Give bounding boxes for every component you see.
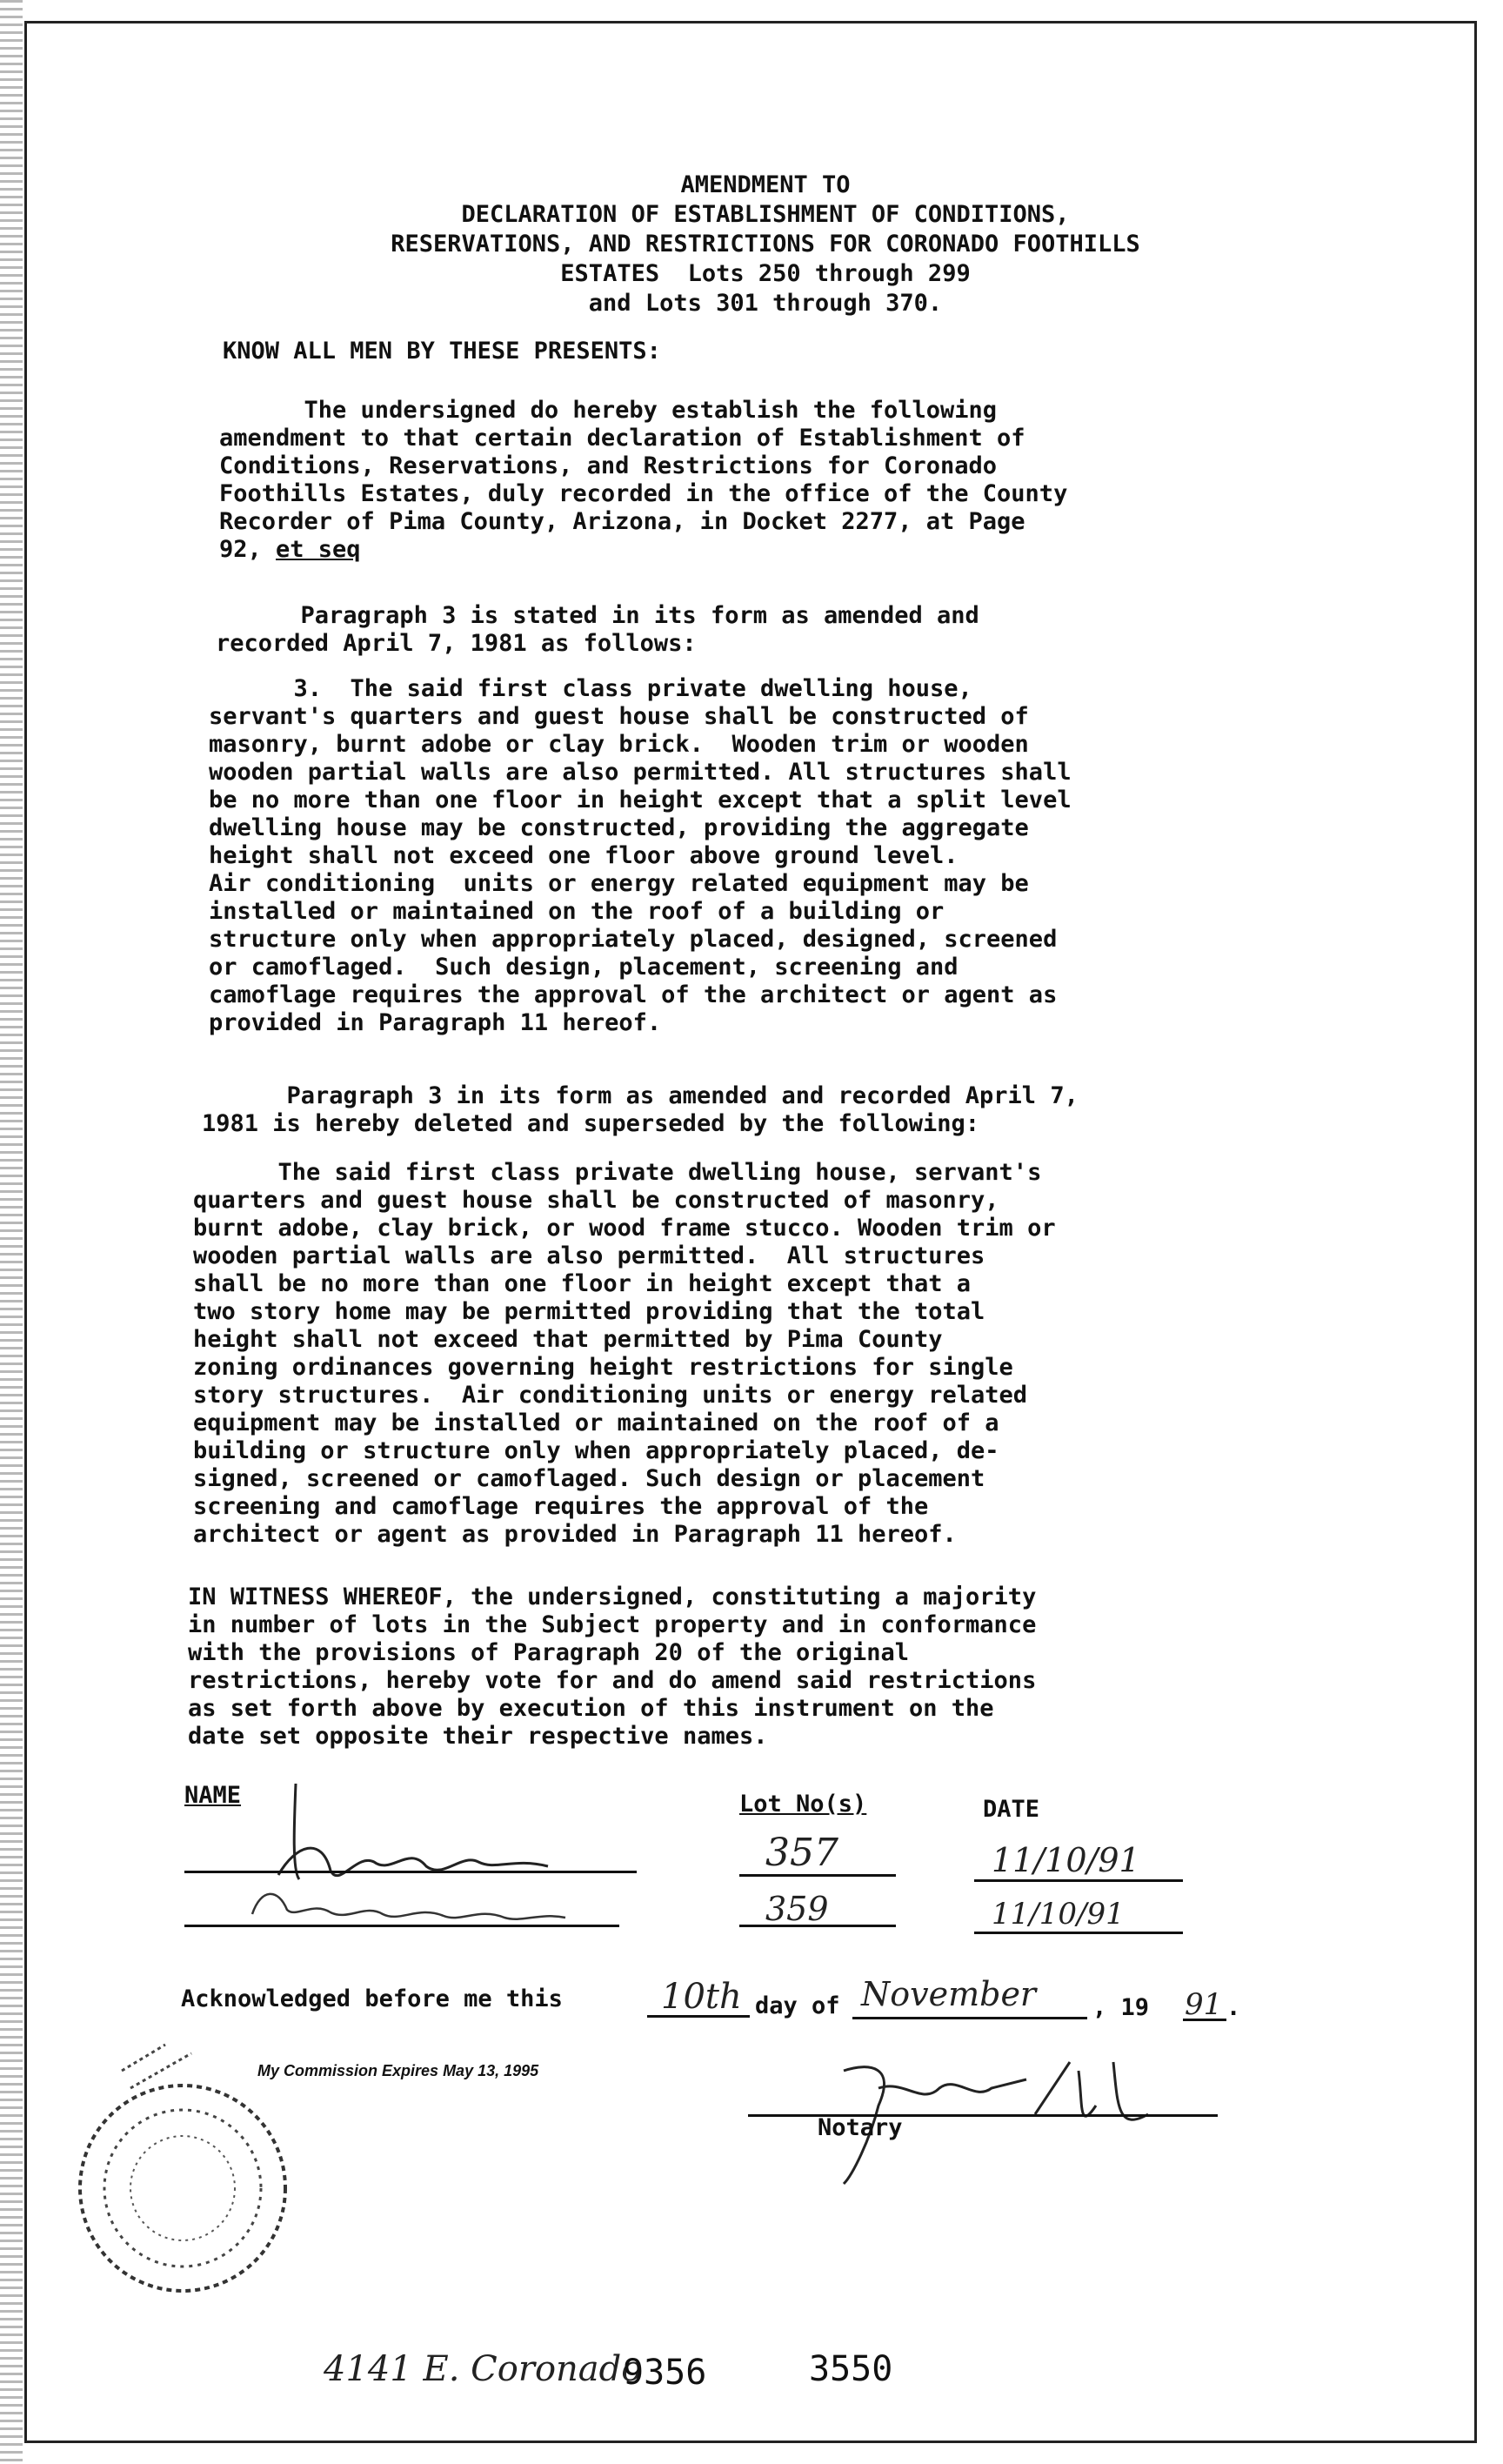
acknowledgment-day: 10th xyxy=(661,1977,742,2017)
et-seq: et seq xyxy=(276,536,361,563)
lot-1-value: 357 xyxy=(765,1831,838,1875)
title-line-5: and Lots 301 through 370. xyxy=(588,290,943,317)
document-title xyxy=(261,171,1270,318)
scan-edge xyxy=(0,0,23,2464)
acknowledgment-middle: day of xyxy=(755,1992,840,2019)
acknowledgment-year: 91 xyxy=(1185,1987,1223,2022)
paragraph-establish-text: The undersigned do hereby establish the following amendment to that certain declaration of Establishment of Conditions, Reservations, and Restrictions for Coronado Foothills Estates, duly recorded in the office of the County Recorder of Pima County, Arizona, in Docket 2277, at Page 92, xyxy=(219,397,1068,563)
title-line-1: AMENDMENT TO xyxy=(680,171,851,198)
date-header: DATE xyxy=(983,1796,1040,1823)
date-line-1 xyxy=(974,1879,1183,1882)
date-line-2 xyxy=(974,1932,1183,1934)
month-line xyxy=(852,2017,1087,2019)
paragraph-establish xyxy=(219,397,1067,564)
witness-paragraph: IN WITNESS WHEREOF, the undersigned, constituting a majority in number of lots in the Subject property and in conformance with the provisions of Paragraph 20 of the original restrictions, hereby vote for and do amend said restrictions as set forth above by execution of this instrument on the date set opposite their respective names. xyxy=(188,1584,1037,1750)
paragraph-3-amended: The said first class private dwelling house, servant's quarters and guest house shall be constructed of masonry, burnt adobe, clay brick, or wood frame stucco. Wooden trim or wooden partial walls are also permitted. All structures shall be no more than one floor in height except that a two story home may be permitted providing that the total height shall not exceed that permitted by Pima County zoning ordinances governing height restrictions for single story structures. Air conditioning units or energy related equipment may be installed or maintained on the roof of a building or structure only when appropriately placed, de- signed, screened or camoflaged. Such design or placement screening and camoflage requires the approval of the architect or agent as provided in Paragraph 11 hereof. xyxy=(193,1159,1056,1548)
lot-2-value: 359 xyxy=(765,1890,829,1928)
acknowledgment-month: November xyxy=(861,1975,1037,2013)
lot-header: Lot No(s) xyxy=(739,1791,867,1818)
date-2-value: 11/10/91 xyxy=(992,1897,1125,1932)
footer-number-1: 9356 xyxy=(623,2353,707,2393)
title-line-3: RESERVATIONS, AND RESTRICTIONS FOR CORONADO FOOTHILLS xyxy=(391,231,1140,258)
title-line-4: ESTATES Lots 250 through 299 xyxy=(560,260,971,287)
acknowledgment-end: . xyxy=(1226,1994,1241,2021)
paragraph-3-original: 3. The said first class private dwelling house, servant's quarters and guest house shall be constructed of masonry, burnt adobe or clay brick. Wooden trim or wooden wooden partial walls are also permitted. All structures shall be no more than one floor in height except that a split level dwelling house may be constructed, providing the aggregate height shall not exceed one floor above ground level. Air conditioning units or energy related equipment may be installed or maintained on the roof of a building or structure only when appropriately placed, designed, screened or camoflaged. Such design, placement, screening and camoflage requires the approval of the architect or agent as provided in Paragraph 11 hereof. xyxy=(209,675,1072,1036)
footer-address: 4141 E. Coronado xyxy=(324,2349,643,2389)
signature-2 xyxy=(244,1879,591,1932)
intro-line: KNOW ALL MEN BY THESE PRESENTS: xyxy=(223,338,661,365)
paragraph-stated: Paragraph 3 is stated in its form as amended and recorded April 7, 1981 as follows: xyxy=(216,602,979,657)
notary-label: Notary xyxy=(818,2114,903,2141)
acknowledgment-year-prefix: , 19 xyxy=(1092,1994,1150,2021)
footer-number-2: 3550 xyxy=(809,2349,893,2389)
name-line-1 xyxy=(184,1871,637,1873)
name-line-2 xyxy=(184,1925,619,1927)
title-line-2: DECLARATION OF ESTABLISHMENT OF CONDITIONS, xyxy=(461,201,1070,228)
commission-expires: My Commission Expires May 13, 1995 xyxy=(257,2062,539,2079)
paragraph-superseded: Paragraph 3 in its form as amended and recorded April 7, 1981 is hereby deleted and superseded by the following: xyxy=(202,1082,1079,1137)
date-1-value: 11/10/91 xyxy=(992,1841,1140,1879)
notary-seal xyxy=(43,2036,322,2314)
acknowledgment-prefix: Acknowledged before me this xyxy=(181,1985,563,2012)
name-header: NAME xyxy=(184,1782,242,1809)
